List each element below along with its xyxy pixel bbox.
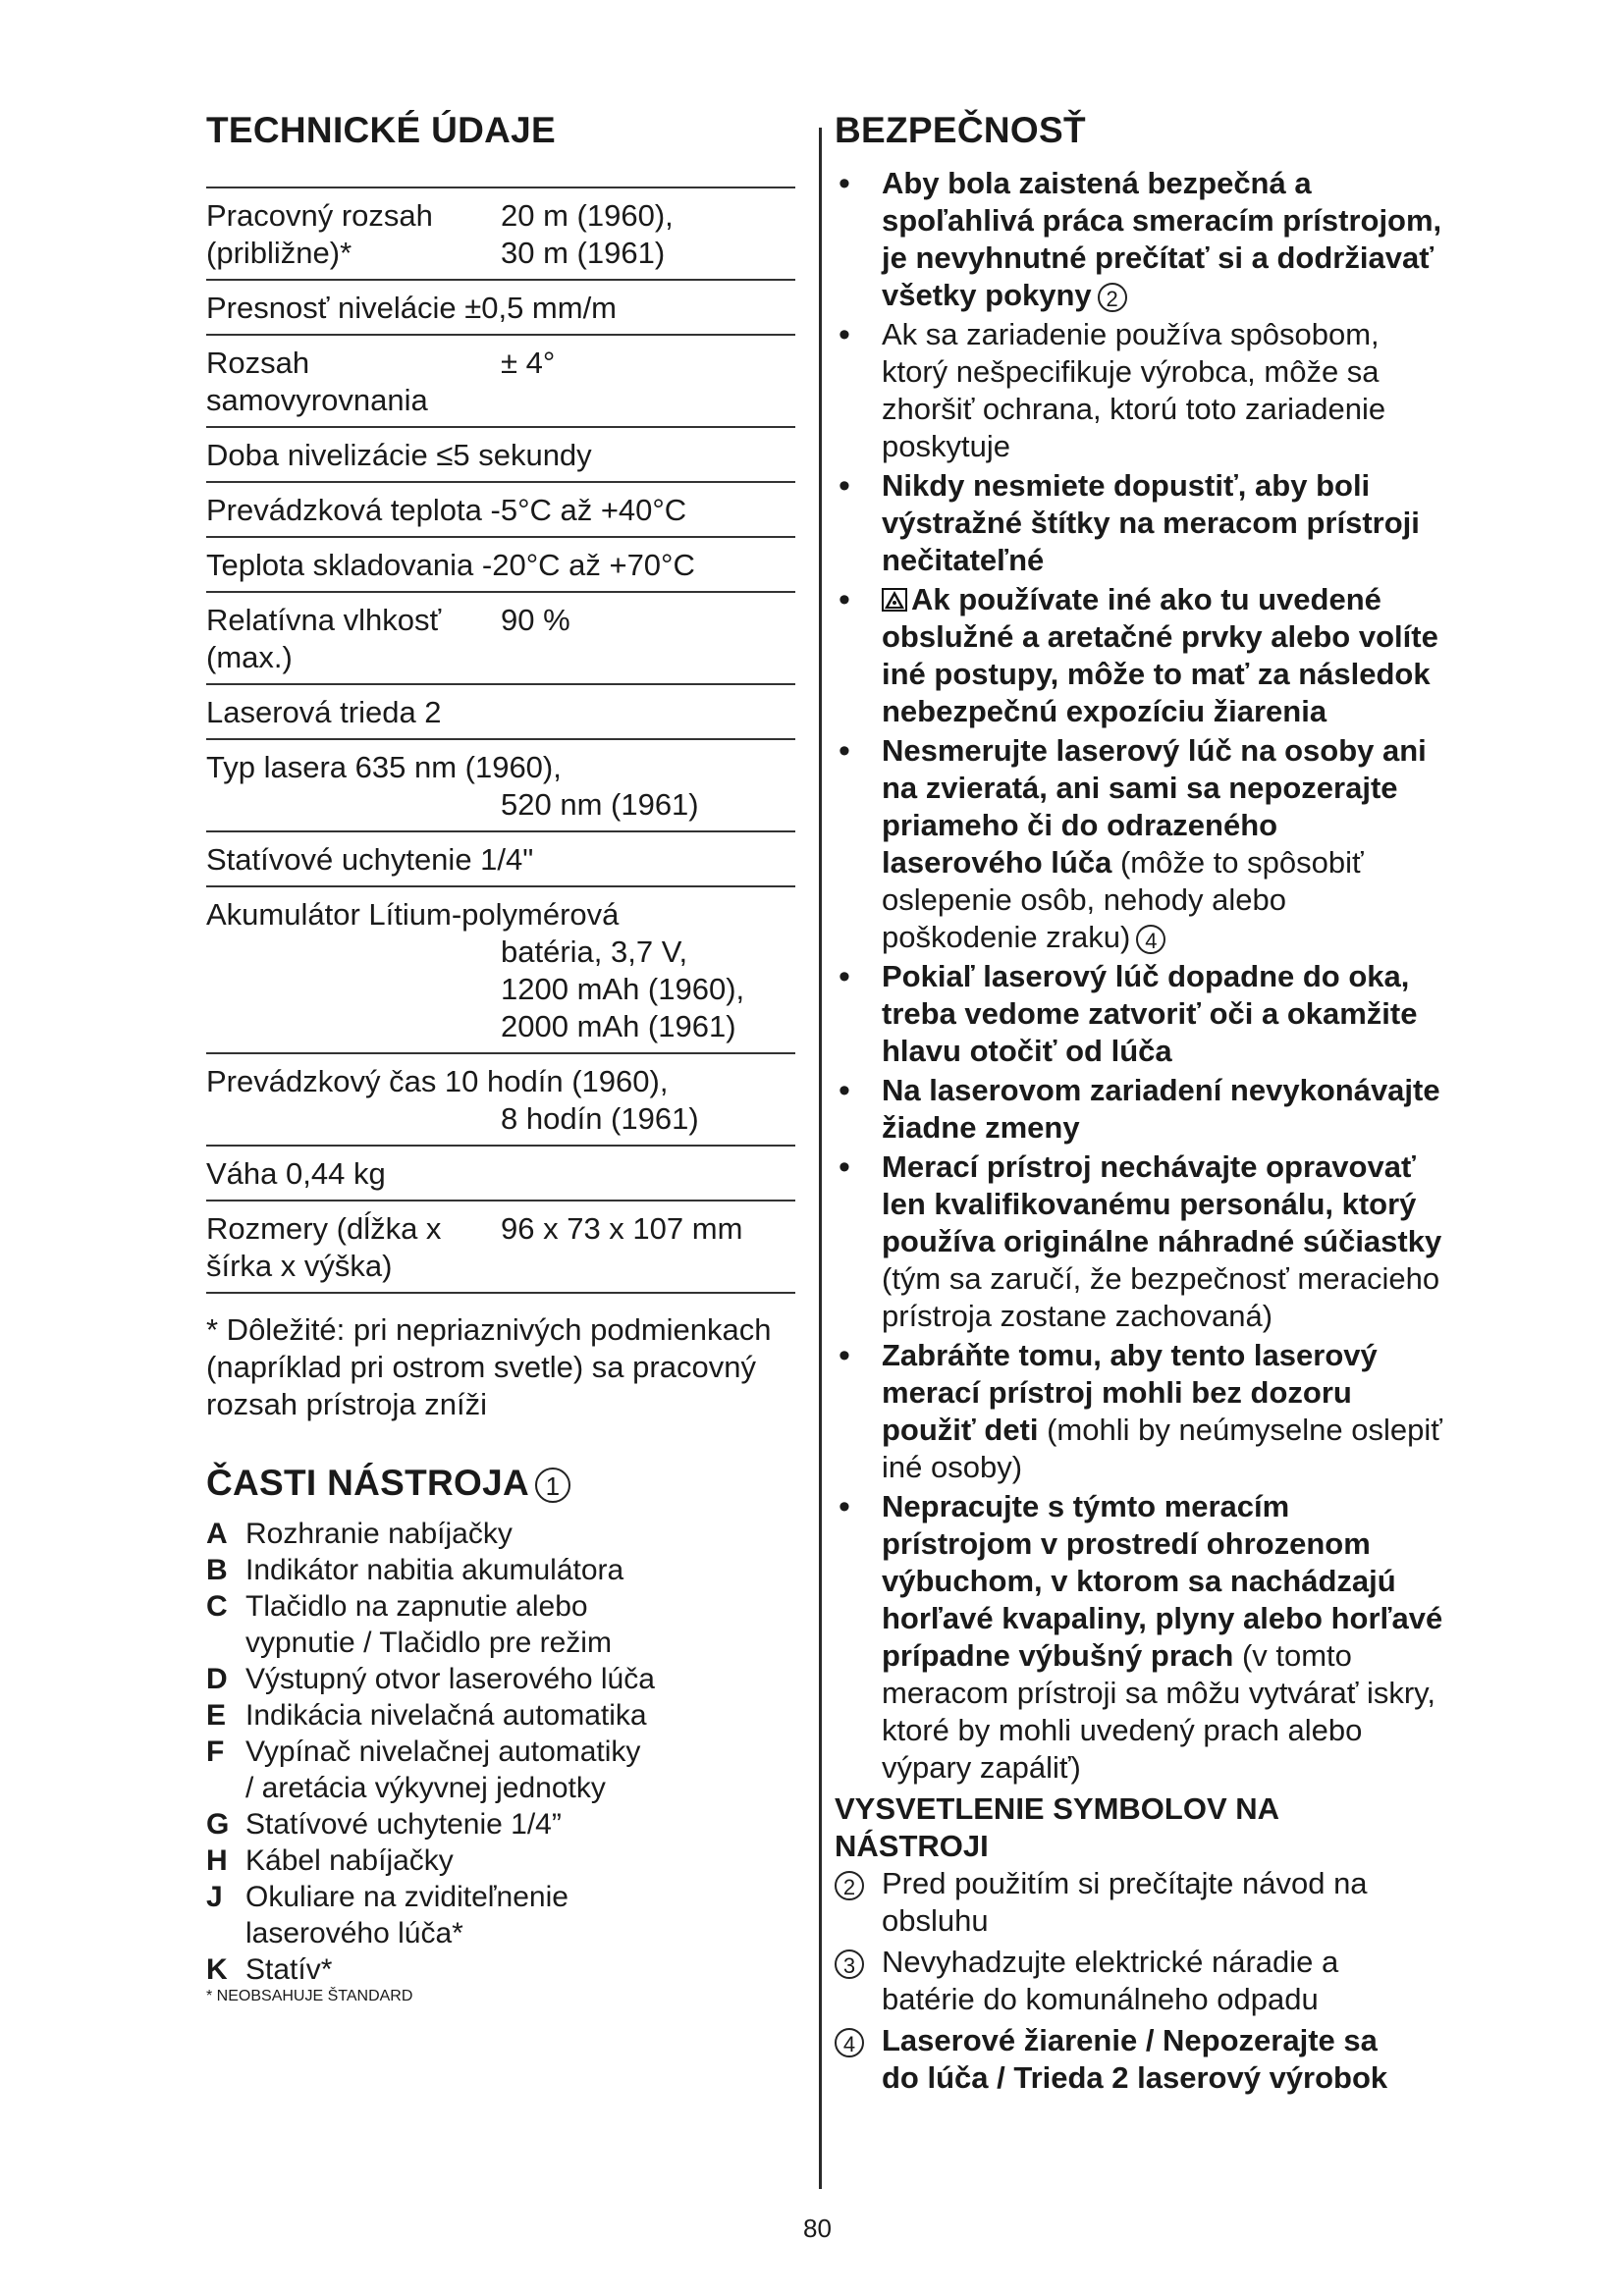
list-item [206,1552,795,1588]
part-label: Indikácia nivelačná automatika [245,1699,647,1732]
safety-heading: BEZPEČNOSŤ [835,110,1086,150]
safety-text: (v tomto meracom prístroji sa môžu vytvárať iskry, ktoré by mohli uvedený prach alebo výpary zapáliť) [882,1638,1435,1785]
spec-continued: 520 nm (1961) [501,787,699,822]
safety-item [835,316,1443,465]
left-column [206,110,795,2005]
tech-heading: TECHNICKÉ ÚDAJE [206,110,557,150]
spec-row [206,1201,795,1294]
spec-text: Prevádzkový čas 10 hodín (1960), [206,1064,669,1098]
safety-bold-text: Nepracujte s týmto meracím prístrojom v prostredí ohrozenom výbuchom, v ktorom sa nachádzajú horľavé kvapaliny, plyny alebo horľavé prípadne výbušný prach [882,1489,1443,1673]
parts-footnote: * NEOBSAHUJE ŠTANDARD [206,1988,413,2004]
part-label: Statívové uchytenie 1/4” [245,1808,562,1841]
spec-row [206,188,795,281]
warning-laser-icon [882,583,907,607]
part-letter: E [206,1699,227,1732]
spec-row [206,832,795,887]
tech-note: * Dôležité: pri nepriaznivých podmienkach (napríklad pri ostrom svetle) sa pracovný rozsah prístroja zníži [206,1312,772,1421]
safety-item [835,1148,1443,1335]
list-item [206,1734,795,1806]
spec-value: 20 m (1960), 30 m (1961) [501,198,674,270]
part-letter: A [206,1518,228,1550]
spec-text: Typ lasera 635 nm (1960), [206,750,562,784]
spec-text: Teplota skladovania -20°C až +70°C [206,548,695,582]
safety-bold-text: Aby bola zaistená bezpečná a spoľahlivá práca smeracím prístrojom, je nevyhnutné prečítať si a dodržiavať všetky pokyny [882,166,1442,312]
symbol-ref [835,1865,882,1940]
symbol-text: Laserové žiarenie / Nepozerajte sa do lúča / Trieda 2 laserový výrobok [882,2023,1388,2095]
spec-text: Akumulátor Lítium-polymérová [206,897,620,932]
list-item [206,1951,795,1988]
list-item [206,1588,795,1661]
spec-key: Pracovný rozsah (približne)* [206,198,433,270]
list-item [206,1661,795,1697]
safety-item [835,732,1443,956]
list-item [206,1842,795,1879]
list-item [206,1697,795,1734]
part-letter: C [206,1590,228,1623]
spec-continued: batéria, 3,7 V, 1200 mAh (1960), 2000 mAh (1961) [501,934,745,1043]
spec-text: Prevádzková teplota -5°C až +40°C [206,493,687,527]
part-label: Výstupný otvor laserového lúča [245,1663,655,1695]
symbol-item [835,1865,1443,1940]
page-number: 80 [803,2214,832,2243]
part-letter: G [206,1808,230,1841]
safety-bold-text: Pokiaľ laserový lúč dopadne do oka, treba vedome zatvoriť oči a okamžite hlavu otočiť od lúča [882,959,1418,1068]
safety-bold-text: Nesmerujte laserový lúč na osoby ani na zvieratá, ani sami sa nepozerajte priameho či do odrazeného laserového lúča [882,733,1427,880]
figure-ref-icon: 2 [1098,283,1127,312]
figure-ref-icon: 4 [1136,925,1165,954]
safety-bold-text: Nikdy nesmiete dopustiť, aby boli výstražné štítky na meracom prístroji nečitateľné [882,468,1420,577]
spec-row [206,538,795,593]
safety-text: (tým sa zaručí, že bezpečnosť meracieho prístroja zostane zachovaná) [882,1261,1440,1333]
safety-text: (mohli by neúmyselne oslepiť iné osoby) [882,1413,1442,1484]
safety-text: (môže to spôsobiť oslepenie osôb, nehody alebo poškodenie zraku) [882,845,1364,954]
symbols-heading: VYSVETLENIE SYMBOLOV NA NÁSTROJI [835,1791,1280,1863]
part-label: Kábel nabíjačky [245,1844,454,1877]
symbol-number-icon: 3 [835,1949,864,1979]
symbol-text: Pred použitím si prečítajte návod na obsluhu [882,1866,1368,1938]
part-label: Statív* [245,1953,333,1986]
spec-text: Váha 0,44 kg [206,1156,386,1191]
spec-row [206,1054,795,1147]
spec-row [206,740,795,832]
safety-item [835,1072,1443,1147]
spec-table [206,187,795,1294]
spec-text: Laserová trieda 2 [206,695,442,729]
spec-value: ± 4° [501,346,556,380]
figure-ref-icon: 1 [535,1468,570,1503]
spec-row [206,685,795,740]
part-letter: J [206,1881,223,1913]
part-label: Vypínač nivelačnej automatiky / aretácia výkyvnej jednotky [245,1735,641,1804]
spec-row [206,281,795,336]
symbols-list [835,1865,1443,2097]
spec-text: Presnosť nivelácie ±0,5 mm/m [206,291,618,325]
safety-item [835,581,1443,730]
part-label: Tlačidlo na zapnutie alebo vypnutie / Tlačidlo pre režim [245,1590,612,1659]
safety-item [835,1488,1443,1787]
spec-row [206,428,795,483]
symbol-number-icon: 4 [835,2028,864,2057]
symbol-item [835,1944,1443,2018]
part-letter: B [206,1554,228,1586]
symbol-number-icon: 2 [835,1871,864,1900]
safety-item [835,1337,1443,1486]
part-letter: F [206,1735,225,1768]
spec-continued: 8 hodín (1961) [501,1101,699,1136]
safety-bold-text: Merací prístroj nechávajte opravovať len kvalifikovanému personálu, ktorý používa originálne náhradné súčiastky [882,1149,1442,1258]
safety-bold-text: Na laserovom zariadení nevykonávajte žiadne zmeny [882,1073,1440,1145]
part-label: Okuliare na zviditeľnenie laserového lúča* [245,1881,568,1949]
part-label: Rozhranie nabíjačky [245,1518,513,1550]
parts-heading-text: ČASTI NÁSTROJA [206,1463,529,1503]
parts-list [206,1516,795,1988]
spec-text: Statívové uchytenie 1/4" [206,842,534,877]
safety-list [835,165,1443,1787]
spec-value: 90 % [501,603,570,637]
safety-item [835,467,1443,579]
spec-row [206,887,795,1054]
symbol-text: Nevyhadzujte elektrické náradie a batérie do komunálneho odpadu [882,1945,1339,2016]
list-item [206,1879,795,1951]
safety-item [835,165,1443,314]
safety-bold-text: Zabráňte tomu, aby tento laserový merací prístroj mohli bez dozoru použiť deti [882,1338,1378,1447]
symbol-ref [835,2022,882,2097]
spec-row [206,336,795,428]
part-label: Indikátor nabitia akumulátora [245,1554,624,1586]
parts-heading [206,1463,795,1504]
symbol-ref [835,1944,882,2018]
spec-row [206,1147,795,1201]
spec-row [206,593,795,685]
safety-text: Ak sa zariadenie používa spôsobom, ktorý nešpecifikuje výrobca, môže sa zhoršiť ochrana, ktorú toto zariadenie poskytuje [882,317,1386,463]
symbol-item [835,2022,1443,2097]
spec-row [206,483,795,538]
spec-key: Relatívna vlhkosť (max.) [206,603,442,674]
part-letter: H [206,1844,228,1877]
part-letter: D [206,1663,228,1695]
safety-bold-text: Ak používate iné ako tu uvedené obslužné a aretačné prvky alebo volíte iné postupy, môže to mať za následok nebezpečnú expozíciu žiarenia [882,582,1438,728]
spec-text: Doba nivelizácie ≤5 sekundy [206,438,592,472]
safety-item [835,958,1443,1070]
part-letter: K [206,1953,228,1986]
column-divider [819,128,822,2189]
right-column [835,110,1443,2101]
spec-key: Rozsah samovyrovnania [206,346,428,417]
spec-key: Rozmery (dĺžka x šírka x výška) [206,1211,442,1283]
list-item [206,1516,795,1552]
list-item [206,1806,795,1842]
spec-value: 96 x 73 x 107 mm [501,1211,743,1246]
